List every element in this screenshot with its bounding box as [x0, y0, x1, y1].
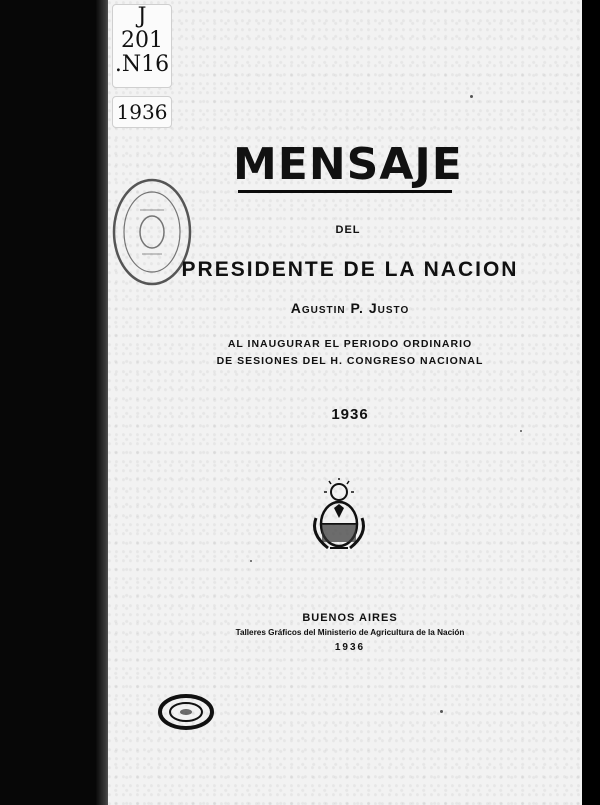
title-underline: [238, 190, 452, 193]
del-label: DEL: [335, 224, 361, 236]
call-number-line-3: .N16: [114, 52, 170, 77]
print-year: 1936: [334, 642, 366, 653]
occasion-line-1: AL INAUGURAR EL PERIODO ORDINARIO: [227, 338, 473, 350]
library-oval-stamp: [158, 694, 214, 730]
document-year: 1936: [331, 406, 369, 423]
printer-name: Talleres Gráficos del Ministerio de Agricultura de la Nación: [235, 628, 465, 637]
call-number-line-2: 201: [121, 28, 163, 53]
paper-speck: [520, 430, 522, 432]
title-page: [108, 0, 588, 805]
president-heading: PRESIDENTE DE LA NACION: [181, 258, 519, 281]
president-name: Agustin P. Justo: [290, 300, 410, 316]
paper-speck: [470, 95, 473, 98]
call-number-line-1: J: [137, 4, 147, 29]
year-tag: 1936: [112, 96, 172, 128]
call-number-tag: [112, 4, 172, 88]
argentina-coat-of-arms-icon: [308, 478, 370, 556]
page-right-edge: [582, 0, 600, 805]
publication-city: BUENOS AIRES: [302, 612, 398, 624]
paper-speck: [440, 710, 443, 713]
paper-speck: [250, 560, 252, 562]
occasion-line-2: DE SESIONES DEL H. CONGRESO NACIONAL: [216, 355, 484, 367]
book-spine: [0, 0, 110, 805]
document-title: MENSAJE: [233, 139, 463, 190]
